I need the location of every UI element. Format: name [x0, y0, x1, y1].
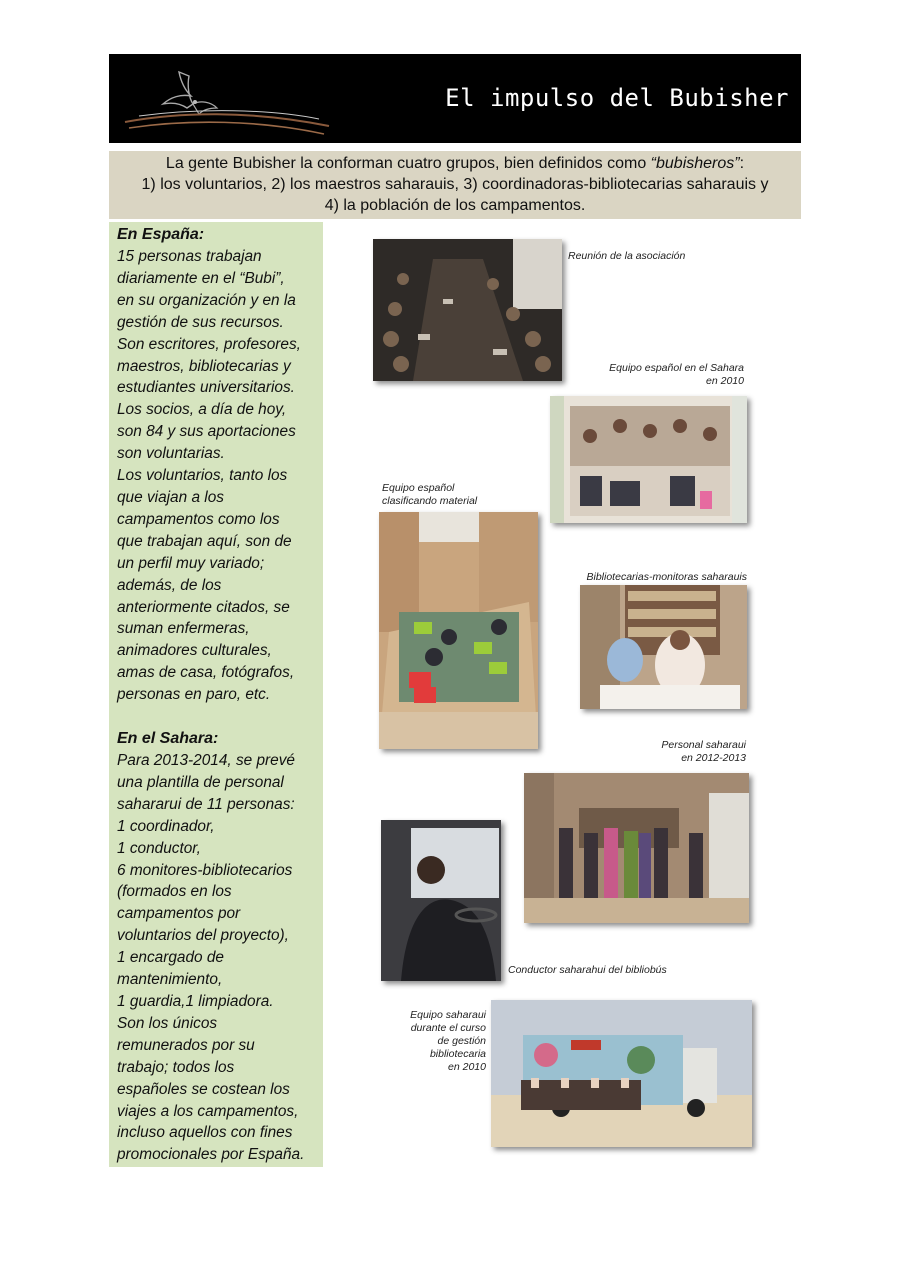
- page-title: El impulso del Bubisher: [445, 84, 789, 112]
- sahara-line: campamentos por: [117, 905, 241, 923]
- spain-heading: En España:: [117, 226, 205, 243]
- sahara-line: promocionales por España.: [117, 1146, 305, 1164]
- photo-clasificando-material: [379, 512, 538, 749]
- spain-line: amas de casa, fotógrafos,: [117, 664, 295, 682]
- caption-line: Personal saharaui: [661, 739, 746, 751]
- sahara-line: 1 conductor,: [117, 839, 201, 857]
- sahara-line: Para 2013-2014, se prevé: [117, 752, 295, 770]
- sahara-line: incluso aquellos con fines: [117, 1124, 293, 1142]
- caption-line: durante el curso: [410, 1022, 486, 1034]
- spain-line: campamentos como los: [117, 510, 280, 528]
- intro-line-1: [109, 153, 801, 174]
- intro-term: “bubisheros”: [650, 155, 740, 172]
- sahara-line: (formados en los: [117, 883, 232, 901]
- caption-line: clasificando material: [382, 495, 478, 507]
- caption-curso: [382, 1009, 486, 1074]
- caption-line: bibliotecaria: [429, 1048, 486, 1060]
- caption-reunion: Reunión de la asociación: [568, 250, 686, 262]
- spain-line: diariamente en el “Bubi”,: [117, 269, 285, 287]
- intro-tail: :: [739, 155, 745, 172]
- spain-line: personas en paro, etc.: [117, 686, 271, 704]
- caption-line: en 2010: [706, 375, 744, 387]
- sahara-line: sahararui de 11 personas:: [117, 795, 295, 813]
- sahara-line: 6 monitores-bibliotecarios: [117, 861, 293, 879]
- photo-conductor: [381, 820, 501, 981]
- caption-personal: [600, 739, 746, 765]
- caption-line: en 2010: [448, 1061, 486, 1073]
- sidebar: [109, 222, 323, 1167]
- intro-line-3: 4) la población de los campamentos.: [324, 197, 586, 214]
- sahara-line: remunerados por su: [117, 1036, 255, 1054]
- sahara-line: viajes a los campamentos,: [117, 1102, 299, 1120]
- intro-line-2: 1) los voluntarios, 2) los maestros saharauis, 3) coordinadoras-bibliotecarias saharauis y: [141, 176, 769, 193]
- spain-line: estudiantes universitarios.: [117, 379, 295, 397]
- caption-line: de gestión: [437, 1035, 486, 1047]
- photo-bibliobus: [491, 1000, 752, 1147]
- caption-line: Equipo español en el Sahara: [609, 362, 744, 374]
- photo-personal-saharaui: [524, 773, 749, 923]
- spain-line: maestros, bibliotecarias y: [117, 357, 291, 375]
- spain-line: Son escritores, profesores,: [117, 335, 301, 353]
- caption-line: Equipo saharaui: [410, 1009, 486, 1021]
- section-spacer: [117, 706, 317, 728]
- bird-logo-icon: [119, 64, 334, 139]
- spain-line: que trabajan aquí, son de: [117, 532, 292, 550]
- spain-line: son voluntarias.: [117, 445, 225, 463]
- spain-line: en su organización y en la: [117, 291, 296, 309]
- sahara-text: [117, 750, 317, 1166]
- spain-line: que viajan a los: [117, 488, 224, 506]
- caption-line: Equipo español: [382, 482, 455, 494]
- spain-line: Los socios, a día de hoy,: [117, 401, 287, 419]
- sahara-line: españoles se costean los: [117, 1080, 290, 1098]
- caption-equipo-sahara: [580, 362, 744, 388]
- spain-line: suman enfermeras,: [117, 620, 250, 638]
- caption-line: en 2012-2013: [681, 752, 746, 764]
- sahara-line: 1 guardia,1 limpiadora.: [117, 993, 274, 1010]
- sahara-line: 1 encargado de: [117, 949, 224, 967]
- intro-box: [109, 151, 801, 219]
- spain-line: animadores culturales,: [117, 642, 272, 660]
- caption-clasificando: [382, 482, 477, 508]
- sahara-line: trabajo; todos los: [117, 1058, 235, 1076]
- caption-conductor: Conductor saharahui del bibliobús: [508, 964, 667, 976]
- sahara-line: mantenimiento,: [117, 971, 223, 989]
- intro-lead: La gente Bubisher la conforman cuatro grupos, bien definidos como: [165, 155, 651, 172]
- sahara-line: voluntarios del proyecto),: [117, 927, 289, 945]
- sahara-heading: En el Sahara:: [117, 730, 219, 748]
- spain-line: 15 personas trabajan: [117, 248, 262, 265]
- caption-bibliotecarias: Bibliotecarias-monitoras saharauis: [586, 571, 747, 583]
- sahara-line: 1 coordinador,: [117, 817, 215, 835]
- sahara-line: Son los únicos: [117, 1014, 218, 1032]
- sahara-line: una plantilla de personal: [117, 773, 284, 791]
- photo-bibliotecarias: [580, 585, 747, 709]
- photo-reunion-asociacion: [373, 239, 562, 381]
- photo-equipo-sahara: [550, 396, 747, 523]
- spain-line: son 84 y sus aportaciones: [117, 423, 296, 441]
- spain-line: gestión de sus recursos.: [117, 313, 284, 331]
- spain-line: además, de los: [117, 576, 222, 594]
- spain-text: [117, 246, 317, 706]
- spain-line: anteriormente citados, se: [117, 598, 290, 616]
- spain-line: un perfil muy variado;: [117, 554, 265, 572]
- header-banner: [109, 54, 801, 143]
- spain-line: Los voluntarios, tanto los: [117, 467, 288, 485]
